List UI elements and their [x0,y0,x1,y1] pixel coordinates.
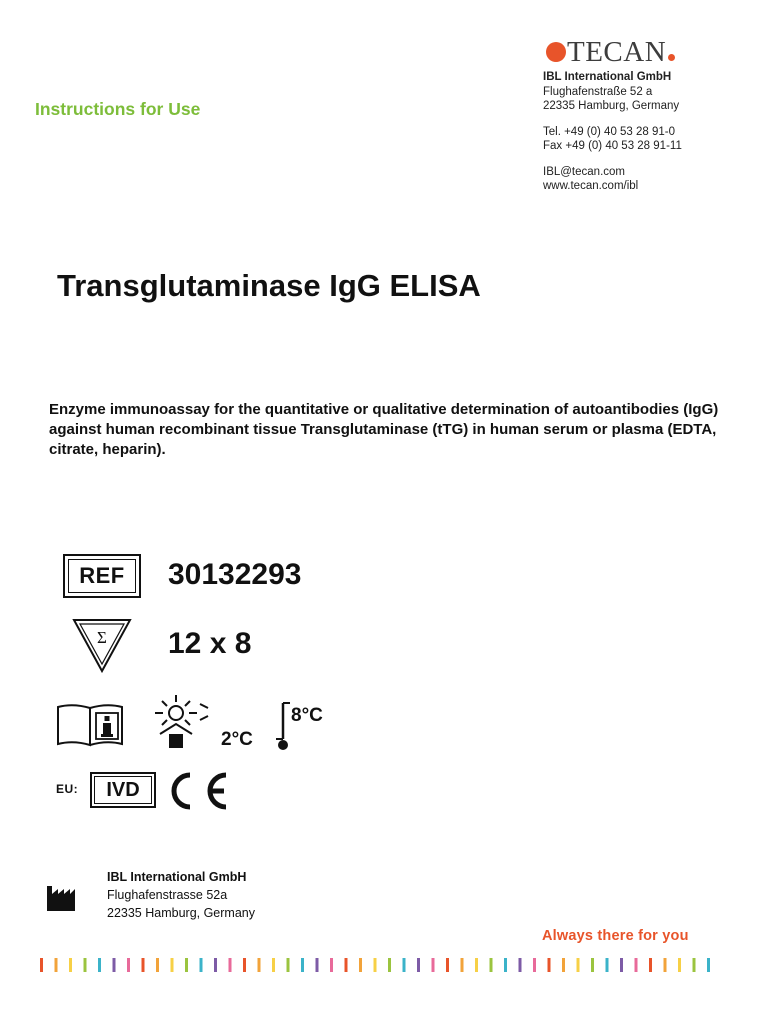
color-stripe [606,958,609,972]
manufacturer-address [107,868,255,922]
brand-tagline: Always there for you [542,928,689,944]
temperature-limit-icon [220,697,340,753]
factory-icon [46,880,76,912]
logo-text: TECAN [567,35,667,68]
color-stripe [446,958,449,972]
header-fax: Fax +49 (0) 40 53 28 91-11 [543,140,682,152]
header-email[interactable]: IBL@tecan.com [543,165,625,178]
eu-label: EU: [56,782,79,796]
header-street: Flughafenstraße 52 a [543,85,653,98]
sigma-triangle-icon [72,618,132,674]
logo-period-icon [668,54,675,61]
logo-dot-icon [546,42,566,62]
color-stripe [591,958,594,972]
header-address [543,70,682,194]
ref-number: 30132293 [168,558,302,591]
color-stripe [649,958,652,972]
color-stripe [142,958,145,972]
color-stripe [171,958,174,972]
header-tel: Tel. +49 (0) 40 53 28 91-0 [543,125,676,138]
color-stripe [359,958,362,972]
color-stripe [330,958,333,972]
color-stripe [417,958,420,972]
color-stripe [533,958,536,972]
book-info-icon [56,703,124,747]
color-stripe [243,958,246,972]
product-description: Enzyme immunoassay for the quantitative or qualitative determination of autoantibodies (IgG) against human recombinant tissue Transglutaminase (tTG) in human serum or plasma (EDTA, citrate, heparin). [49,401,719,458]
ivd-label: IVD [94,776,152,804]
color-stripe [113,958,116,972]
ref-symbol [63,554,141,598]
ref-label: REF [68,559,136,593]
color-stripe [258,958,261,972]
doc-type-label: Instructions for Use [35,99,201,119]
manufacturer-city: 22335 Hamburg, Germany [107,906,255,920]
ce-mark-icon [160,771,230,811]
color-stripe [461,958,464,972]
color-stripe [185,958,188,972]
color-stripe [577,958,580,972]
color-stripe [635,958,638,972]
temp-high: 8°C [291,705,323,726]
color-stripe [55,958,58,972]
ivd-symbol [90,772,156,808]
manufacturer-street: Flughafenstrasse 52a [107,888,228,902]
temp-low: 2°C [221,729,253,750]
color-stripe [214,958,217,972]
color-stripe [388,958,391,972]
color-stripe [519,958,522,972]
color-stripe [693,958,696,972]
color-stripe [98,958,101,972]
color-stripe [229,958,232,972]
tecan-logo [546,34,675,70]
color-stripe [548,958,551,972]
header-city: 22335 Hamburg, Germany [543,100,680,112]
color-stripe [678,958,681,972]
color-stripe [475,958,478,972]
color-stripe [562,958,565,972]
header-web[interactable]: www.tecan.com/ibl [543,180,639,192]
color-stripe [272,958,275,972]
color-stripe [345,958,348,972]
product-title: Transglutaminase IgG ELISA [57,268,481,303]
color-stripe [127,958,130,972]
color-stripe [69,958,72,972]
color-stripe [301,958,304,972]
color-stripe [287,958,290,972]
color-stripe [490,958,493,972]
test-count: 12 x 8 [168,627,252,660]
color-stripe [403,958,406,972]
color-stripe [316,958,319,972]
color-stripe [664,958,667,972]
color-stripe [84,958,87,972]
color-stripe [620,958,623,972]
color-stripe [374,958,377,972]
sigma-label: Σ [97,628,107,647]
color-stripe [156,958,159,972]
keep-away-from-sunlight-icon [150,694,212,752]
manufacturer-company: IBL International GmbH [107,870,247,884]
color-stripe [200,958,203,972]
color-stripe [432,958,435,972]
color-stripe [707,958,710,972]
color-stripe-band [40,958,712,972]
color-stripe [40,958,43,972]
header-company: IBL International GmbH [543,71,672,83]
color-stripe [504,958,507,972]
